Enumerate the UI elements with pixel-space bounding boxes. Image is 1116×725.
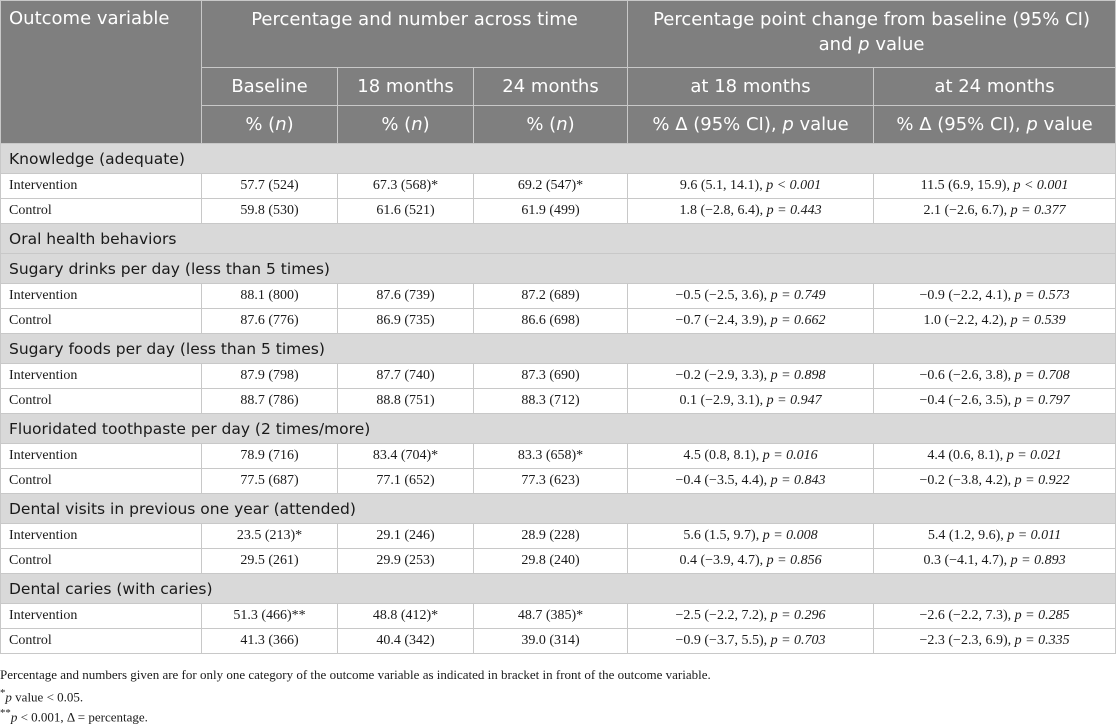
m24-cell: 61.9 (499) (474, 199, 628, 224)
change18-cell: 0.1 (−2.9, 3.1), p = 0.947 (628, 389, 874, 414)
section-title: Knowledge (adequate) (1, 144, 1116, 174)
baseline-cell: 57.7 (524) (202, 174, 338, 199)
header-24-months: 24 months (474, 68, 628, 106)
baseline-cell: 87.6 (776) (202, 309, 338, 334)
subheader-percent-n-baseline: % (n) (202, 106, 338, 144)
baseline-cell: 88.1 (800) (202, 284, 338, 309)
change24-cell: 4.4 (0.6, 8.1), p = 0.021 (874, 444, 1116, 469)
section-title: Fluoridated toothpaste per day (2 times/more) (1, 414, 1116, 444)
table-row (1, 524, 1116, 549)
change18-cell: −0.2 (−2.9, 3.3), p = 0.898 (628, 364, 874, 389)
change18-cell: −0.5 (−2.5, 3.6), p = 0.749 (628, 284, 874, 309)
group-cell: Control (1, 199, 202, 224)
m18-cell: 29.9 (253) (338, 549, 474, 574)
group-cell: Intervention (1, 174, 202, 199)
m18-cell: 88.8 (751) (338, 389, 474, 414)
header-change-from-baseline (628, 1, 1116, 68)
change18-cell: −0.9 (−3.7, 5.5), p = 0.703 (628, 629, 874, 654)
change18-cell: −0.4 (−3.5, 4.4), p = 0.843 (628, 469, 874, 494)
group-cell: Intervention (1, 524, 202, 549)
m24-cell: 87.3 (690) (474, 364, 628, 389)
table-row (1, 389, 1116, 414)
change18-cell: 4.5 (0.8, 8.1), p = 0.016 (628, 444, 874, 469)
m24-cell: 88.3 (712) (474, 389, 628, 414)
m18-cell: 87.7 (740) (338, 364, 474, 389)
section-title: Oral health behaviors (1, 224, 1116, 254)
subheader-percent-n-24: % (n) (474, 106, 628, 144)
subheader-delta-18: % Δ (95% CI), p value (628, 106, 874, 144)
m24-cell: 83.3 (658)* (474, 444, 628, 469)
m18-cell: 67.3 (568)* (338, 174, 474, 199)
group-cell: Control (1, 549, 202, 574)
group-cell: Control (1, 309, 202, 334)
baseline-cell: 59.8 (530) (202, 199, 338, 224)
m18-cell: 29.1 (246) (338, 524, 474, 549)
baseline-cell: 88.7 (786) (202, 389, 338, 414)
change24-cell: 0.3 (−4.1, 4.7), p = 0.893 (874, 549, 1116, 574)
m18-cell: 86.9 (735) (338, 309, 474, 334)
baseline-cell: 78.9 (716) (202, 444, 338, 469)
group-cell: Intervention (1, 444, 202, 469)
change24-cell: 2.1 (−2.6, 6.7), p = 0.377 (874, 199, 1116, 224)
change18-cell: 9.6 (5.1, 14.1), p < 0.001 (628, 174, 874, 199)
footnote-2: *p value < 0.05. (0, 687, 84, 705)
change18-cell: 0.4 (−3.9, 4.7), p = 0.856 (628, 549, 874, 574)
footnote-1: Percentage and numbers given are for only one category of the outcome variable as indicated in bracket in front of the outcome variable. (0, 667, 711, 682)
subheader-delta-24: % Δ (95% CI), p value (874, 106, 1116, 144)
change24-cell: −0.2 (−3.8, 4.2), p = 0.922 (874, 469, 1116, 494)
header-at-18-months: at 18 months (628, 68, 874, 106)
header-at-24-months: at 24 months (874, 68, 1116, 106)
change24-cell: 1.0 (−2.2, 4.2), p = 0.539 (874, 309, 1116, 334)
table-row (1, 549, 1116, 574)
table-row (1, 309, 1116, 334)
table-row (1, 284, 1116, 309)
baseline-cell: 87.9 (798) (202, 364, 338, 389)
group-cell: Intervention (1, 284, 202, 309)
baseline-cell: 23.5 (213)* (202, 524, 338, 549)
change18-cell: 1.8 (−2.8, 6.4), p = 0.443 (628, 199, 874, 224)
change24-cell: −0.6 (−2.6, 3.8), p = 0.708 (874, 364, 1116, 389)
change24-cell: 11.5 (6.9, 15.9), p < 0.001 (874, 174, 1116, 199)
table-row (1, 444, 1116, 469)
change18-cell: −0.7 (−2.4, 3.9), p = 0.662 (628, 309, 874, 334)
table-header (1, 1, 1116, 144)
header-change-line1: Percentage point change from baseline (95% CI) (653, 9, 1091, 30)
group-cell: Intervention (1, 604, 202, 629)
group-cell: Control (1, 469, 202, 494)
table-row (1, 199, 1116, 224)
baseline-cell: 77.5 (687) (202, 469, 338, 494)
section-title: Sugary foods per day (less than 5 times) (1, 334, 1116, 364)
group-cell: Intervention (1, 364, 202, 389)
section-title: Sugary drinks per day (less than 5 times) (1, 254, 1116, 284)
group-cell: Control (1, 389, 202, 414)
change18-cell: −2.5 (−2.2, 7.2), p = 0.296 (628, 604, 874, 629)
m18-cell: 77.1 (652) (338, 469, 474, 494)
table-row (1, 364, 1116, 389)
m24-cell: 48.7 (385)* (474, 604, 628, 629)
m24-cell: 77.3 (623) (474, 469, 628, 494)
header-18-months: 18 months (338, 68, 474, 106)
change24-cell: 5.4 (1.2, 9.6), p = 0.011 (874, 524, 1116, 549)
table-row (1, 629, 1116, 654)
change24-cell: −2.3 (−2.3, 6.9), p = 0.335 (874, 629, 1116, 654)
change24-cell: −2.6 (−2.2, 7.3), p = 0.285 (874, 604, 1116, 629)
header-outcome-variable: Outcome variable (1, 1, 202, 144)
baseline-cell: 41.3 (366) (202, 629, 338, 654)
m18-cell: 83.4 (704)* (338, 444, 474, 469)
table-row (1, 174, 1116, 199)
change18-cell: 5.6 (1.5, 9.7), p = 0.008 (628, 524, 874, 549)
header-change-value: value (869, 34, 925, 55)
footnote-3: **p < 0.001, Δ = percentage. (0, 707, 148, 725)
m24-cell: 86.6 (698) (474, 309, 628, 334)
header-percentage-across-time: Percentage and number across time (202, 1, 628, 68)
m18-cell: 48.8 (412)* (338, 604, 474, 629)
section-title: Dental visits in previous one year (attended) (1, 494, 1116, 524)
m24-cell: 28.9 (228) (474, 524, 628, 549)
m18-cell: 87.6 (739) (338, 284, 474, 309)
baseline-cell: 51.3 (466)** (202, 604, 338, 629)
table-body (1, 144, 1116, 654)
m18-cell: 61.6 (521) (338, 199, 474, 224)
header-baseline: Baseline (202, 68, 338, 106)
m24-cell: 69.2 (547)* (474, 174, 628, 199)
group-cell: Control (1, 629, 202, 654)
table-row (1, 469, 1116, 494)
header-change-and: and (818, 34, 859, 55)
baseline-cell: 29.5 (261) (202, 549, 338, 574)
m18-cell: 40.4 (342) (338, 629, 474, 654)
table-row (1, 604, 1116, 629)
header-change-p: p (858, 34, 870, 55)
m24-cell: 29.8 (240) (474, 549, 628, 574)
change24-cell: −0.4 (−2.6, 3.5), p = 0.797 (874, 389, 1116, 414)
subheader-percent-n-18: % (n) (338, 106, 474, 144)
m24-cell: 39.0 (314) (474, 629, 628, 654)
m24-cell: 87.2 (689) (474, 284, 628, 309)
section-title: Dental caries (with caries) (1, 574, 1116, 604)
change24-cell: −0.9 (−2.2, 4.1), p = 0.573 (874, 284, 1116, 309)
